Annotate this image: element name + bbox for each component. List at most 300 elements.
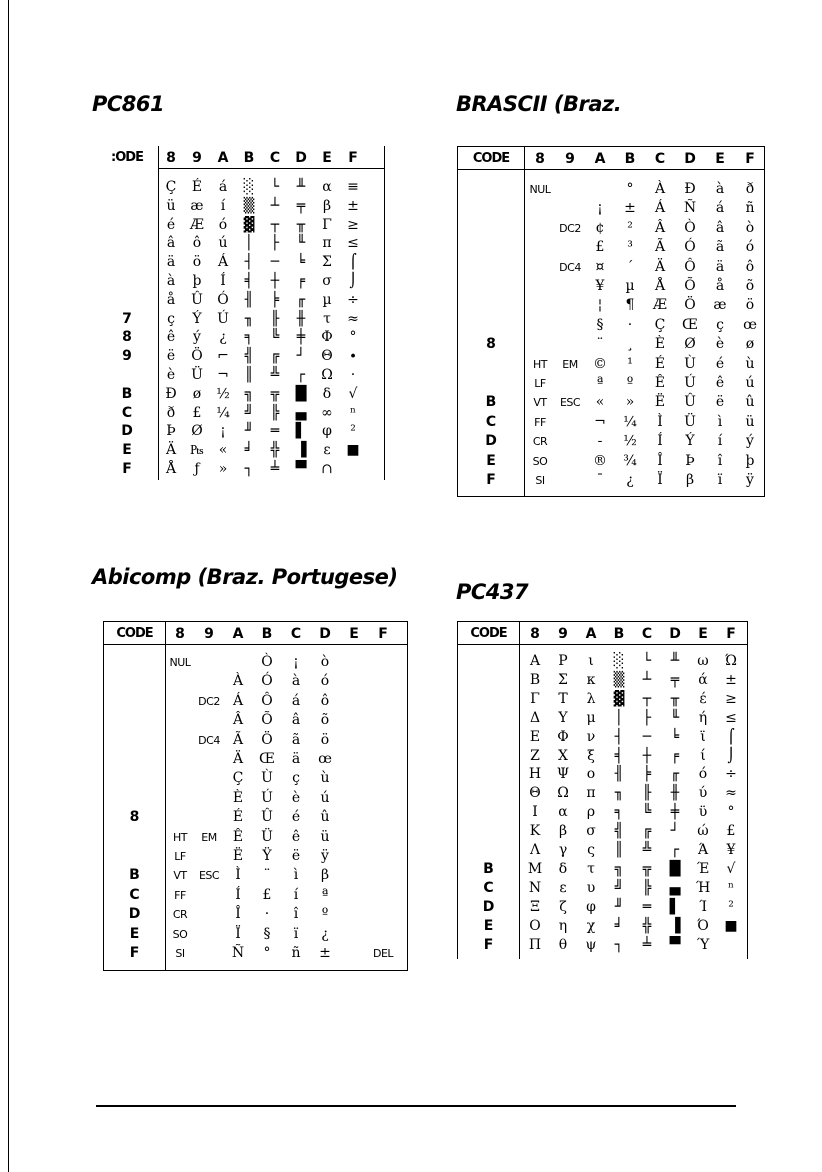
control-code-cell: NUL [169, 656, 191, 669]
code-header: CODE [470, 626, 507, 641]
char-cell: Ε [529, 728, 541, 745]
char-cell: « [595, 394, 605, 411]
char-cell: ë [715, 394, 725, 411]
char-cell: ┴ [642, 671, 652, 688]
char-cell: £ [595, 239, 605, 256]
char-cell: æ [713, 297, 727, 314]
char-cell: Ë [232, 848, 244, 864]
char-cell: ° [263, 945, 271, 961]
char-cell: ü [745, 413, 755, 430]
char-cell: Õ [684, 278, 696, 294]
char-cell: à [715, 181, 725, 197]
column-header: E [715, 151, 725, 167]
char-cell: ² [627, 219, 633, 236]
row-label: D [128, 906, 141, 923]
char-cell: ê [715, 375, 725, 391]
char-cell: Υ [558, 709, 568, 726]
char-cell: ² [350, 423, 356, 440]
char-cell: ô [320, 692, 330, 709]
char-cell: ─ [270, 254, 280, 271]
char-cell: ╠ [642, 879, 652, 896]
char-cell: Ω [557, 785, 569, 802]
char-cell: à [291, 673, 301, 690]
char-cell: ¡ [220, 423, 226, 440]
char-cell: Φ [557, 728, 569, 745]
char-cell: γ [558, 842, 568, 858]
char-cell: ═ [270, 423, 280, 440]
row-label: F [483, 936, 494, 953]
char-cell: £ [726, 823, 736, 840]
char-cell: Ψ [556, 766, 570, 783]
char-cell: φ [322, 423, 332, 440]
char-cell: Ò [261, 654, 273, 670]
char-cell: Ù [684, 355, 696, 372]
char-cell: ╩ [642, 842, 652, 858]
char-cell: Æ [652, 297, 667, 314]
char-cell: é [715, 355, 725, 372]
column-header: 9 [192, 150, 202, 166]
char-cell: ¡ [293, 654, 299, 670]
char-cell: õ [320, 712, 330, 729]
char-cell: ▒ [613, 671, 625, 688]
char-cell: Θ [321, 348, 333, 365]
row-label: F [486, 472, 496, 488]
char-cell: ¢ [595, 219, 605, 236]
char-cell: ╕ [614, 804, 624, 821]
char-cell: ┴ [270, 197, 280, 214]
char-cell: Â [232, 712, 244, 729]
char-cell: ζ [559, 898, 567, 915]
char-cell: ╬ [270, 442, 280, 459]
char-cell: ÷ [347, 291, 359, 308]
row-label: 8 [486, 336, 496, 353]
char-cell: ╡ [614, 747, 624, 764]
char-cell: è [715, 336, 725, 353]
char-cell: √ [348, 385, 358, 402]
char-cell: ╞ [642, 766, 652, 783]
char-cell: Œ [259, 751, 275, 767]
char-cell: ╙ [296, 235, 306, 252]
char-cell: ├ [270, 235, 280, 252]
char-cell: Ñ [683, 200, 697, 217]
char-cell: ▓ [243, 216, 255, 233]
char-cell: ░ [243, 179, 255, 195]
char-cell: β [685, 472, 695, 488]
column-header: C [654, 151, 666, 167]
char-cell: ╫ [670, 785, 680, 802]
char-cell: β [558, 823, 568, 840]
column-header: F [726, 626, 736, 642]
char-cell: Μ [527, 860, 543, 877]
char-cell: η [558, 917, 568, 934]
char-cell: Û [684, 394, 696, 411]
char-cell: Â [654, 219, 666, 236]
char-cell: ã [291, 731, 301, 748]
char-cell: ╛ [614, 917, 624, 934]
char-cell: ä [166, 254, 176, 271]
char-cell: ¿ [626, 472, 634, 488]
char-cell: Τ [558, 690, 568, 707]
char-cell: à [166, 273, 176, 289]
char-cell: φ [586, 898, 596, 915]
char-cell: ƒ [194, 461, 200, 477]
char-cell: ║ [614, 842, 624, 858]
char-cell: ∞ [321, 404, 333, 421]
char-cell: Ó [261, 673, 273, 690]
char-cell: ┘ [670, 823, 680, 840]
char-cell: β [322, 197, 332, 214]
char-cell: ± [319, 945, 331, 961]
char-cell: Θ [529, 785, 541, 802]
row-label: B [483, 860, 494, 877]
char-cell: ± [347, 197, 359, 214]
column-header: 8 [535, 151, 545, 167]
char-cell: ã [715, 239, 725, 256]
char-cell: Ï [235, 925, 241, 942]
char-cell: ¾ [623, 452, 637, 469]
char-cell: ╝ [614, 879, 624, 896]
char-cell: ╚ [270, 329, 280, 346]
char-cell: Ù [261, 770, 273, 787]
char-cell: ϊ [700, 728, 706, 745]
char-cell: Ü [191, 367, 203, 383]
char-cell: Ç [232, 770, 244, 787]
control-code-cell: VT [533, 396, 547, 410]
char-cell: ú [320, 789, 330, 806]
char-cell: ¬ [217, 367, 229, 383]
char-cell: ñ [291, 945, 301, 961]
char-cell: ₧ [190, 442, 204, 459]
column-header: D [684, 151, 696, 167]
row-label: E [483, 917, 494, 934]
char-cell: É [232, 809, 244, 826]
char-cell: ╤ [670, 671, 680, 688]
char-cell: ╥ [296, 216, 306, 233]
char-cell: Ë [654, 394, 666, 411]
control-code-cell: FF [174, 888, 186, 902]
row-label: F [122, 461, 132, 477]
char-cell: å [715, 278, 725, 294]
char-cell: θ [558, 936, 568, 953]
row-label: 9 [122, 348, 132, 365]
table-brascii [457, 146, 765, 497]
char-cell: ═ [642, 898, 652, 915]
footer-rule [96, 1105, 736, 1107]
char-cell: ¨ [263, 867, 271, 884]
char-cell: ï [717, 472, 723, 488]
char-cell: σ [586, 823, 596, 840]
code-header: :ODE [111, 150, 143, 165]
char-cell: └ [270, 179, 280, 195]
char-cell: √ [726, 860, 736, 877]
char-cell: ▐ [669, 917, 681, 934]
char-cell: Á [654, 200, 666, 217]
char-cell: ≥ [725, 690, 737, 707]
char-cell: ╜ [244, 423, 254, 440]
control-code-cell: HT [173, 830, 187, 844]
char-cell: ø [745, 336, 755, 353]
char-cell: Ã [654, 239, 666, 256]
char-cell: │ [244, 235, 254, 252]
char-cell: » [625, 394, 635, 411]
char-cell: █ [669, 860, 681, 877]
column-header: A [232, 626, 244, 642]
char-cell: Ô [684, 258, 696, 275]
char-cell: ç [292, 770, 300, 787]
control-code-cell: SI [175, 947, 185, 960]
char-cell: æ [190, 197, 204, 214]
char-cell: δ [322, 385, 332, 402]
char-cell: μ [586, 709, 596, 726]
char-cell: Ö [684, 297, 696, 314]
control-code-cell: DC4 [559, 260, 581, 274]
char-cell: ¼ [216, 404, 230, 421]
char-cell: ί [700, 747, 706, 764]
char-cell: - [597, 433, 603, 450]
char-cell: Ή [695, 879, 711, 896]
char-cell: ▄ [295, 404, 307, 421]
char-cell: ς [587, 842, 595, 858]
char-cell: Χ [558, 747, 568, 764]
table-abicomp [103, 621, 408, 971]
char-cell: ≤ [347, 235, 359, 252]
code-header: CODE [472, 151, 510, 166]
control-code-cell: CR [172, 908, 188, 922]
control-code-cell: SI [535, 474, 545, 487]
char-cell: Σ [322, 254, 332, 271]
char-cell: Æ [189, 216, 204, 233]
char-cell: ╒ [670, 747, 680, 764]
column-header: F [348, 150, 358, 166]
char-cell: ╖ [614, 785, 624, 802]
char-cell: λ [586, 690, 596, 707]
char-cell: Ì [235, 867, 241, 884]
char-cell: Á [217, 254, 229, 271]
char-cell: ╡ [244, 273, 254, 289]
char-cell: œ [318, 751, 332, 767]
char-cell: ¥ [726, 842, 736, 858]
char-cell: ª [596, 375, 604, 391]
char-cell: ú [218, 235, 228, 252]
char-cell: è [291, 789, 301, 806]
column-header: 9 [204, 626, 214, 642]
column-header: A [594, 151, 606, 167]
char-cell: ½ [623, 433, 637, 450]
char-cell: ñ [745, 200, 755, 217]
char-cell: Ï [657, 472, 663, 488]
char-cell: £ [192, 404, 202, 421]
control-code-cell: ESC [198, 869, 220, 883]
column-header: 8 [530, 626, 540, 642]
char-cell: · [350, 367, 356, 383]
column-header: 9 [558, 626, 568, 642]
char-cell: Å [165, 461, 177, 477]
char-cell: ⌡ [349, 273, 357, 289]
control-code-cell: FF [534, 415, 546, 429]
char-cell: ä [291, 751, 301, 767]
char-cell: ╦ [270, 385, 280, 402]
char-cell: Ζ [530, 747, 540, 764]
char-cell: Ó [217, 291, 229, 308]
char-cell: ì [717, 413, 723, 430]
char-cell: ¯ [596, 472, 604, 488]
char-cell: α [322, 179, 332, 195]
char-cell: Κ [529, 823, 541, 840]
code-header: CODE [116, 626, 153, 641]
char-cell: ö [192, 254, 202, 271]
control-code-cell: LF [174, 850, 186, 863]
char-cell: ¸ [626, 336, 634, 353]
char-cell: ┤ [244, 254, 254, 271]
char-cell: ∙ [349, 348, 357, 365]
code-column-divider [519, 622, 520, 959]
char-cell: ï [293, 925, 299, 942]
char-cell: Σ [558, 671, 568, 688]
row-label: D [482, 898, 495, 915]
char-cell: ▓ [613, 690, 625, 707]
char-cell: Ñ [231, 945, 245, 961]
char-cell: ╟ [270, 310, 280, 327]
char-cell: ώ [697, 823, 709, 840]
char-cell: ç [716, 316, 724, 333]
char-cell: ü [320, 828, 330, 845]
char-cell: è [166, 367, 176, 383]
char-cell: ½ [216, 385, 230, 402]
char-cell: τ [587, 860, 595, 877]
char-cell: Å [654, 278, 666, 294]
column-header: F [745, 151, 755, 167]
char-cell: º [321, 906, 329, 923]
char-cell: υ [586, 879, 596, 896]
char-cell: Ô [261, 692, 273, 709]
char-cell: Ó [684, 239, 696, 256]
char-cell: σ [322, 273, 332, 289]
char-cell: å [166, 291, 176, 308]
char-cell: Þ [166, 423, 176, 440]
char-cell: ▌ [295, 423, 307, 440]
control-code-cell: CR [532, 435, 548, 449]
char-cell: ¹ [627, 355, 633, 372]
char-cell: ┬ [642, 690, 652, 707]
column-header: 8 [166, 150, 176, 166]
char-cell: ╪ [670, 804, 680, 821]
char-cell: β [320, 867, 330, 884]
char-cell: ô [745, 258, 755, 275]
char-cell: ╙ [670, 709, 680, 726]
char-cell: ° [727, 804, 735, 821]
char-cell: ý [746, 433, 754, 450]
char-cell: Ν [528, 879, 542, 896]
char-cell: ê [166, 329, 176, 346]
char-cell: Ä [232, 751, 244, 767]
char-cell: ® [593, 452, 607, 469]
char-cell: Ç [165, 179, 177, 195]
char-cell: ¿ [321, 925, 329, 942]
char-cell: ┌ [670, 842, 680, 858]
char-cell: ÿ [746, 472, 754, 488]
char-cell: Έ [696, 860, 710, 877]
char-cell: Ø [684, 336, 696, 353]
char-cell: α [558, 804, 568, 821]
char-cell: õ [745, 278, 755, 294]
row-label: 7 [122, 310, 132, 327]
char-cell: ÿ [321, 848, 329, 864]
control-code-cell: SO [532, 454, 548, 468]
char-cell: û [320, 809, 330, 826]
table-pc437 [457, 621, 748, 959]
table-pc861 [96, 146, 385, 480]
char-cell: ▄ [669, 879, 681, 896]
char-cell: â [291, 712, 301, 729]
char-cell: Α [529, 653, 541, 669]
char-cell: ¿ [219, 329, 227, 346]
char-cell: Ê [654, 375, 666, 391]
char-cell: ê [291, 828, 301, 845]
char-cell: τ [323, 310, 331, 327]
char-cell: ≡ [347, 179, 359, 195]
char-cell: ╖ [244, 310, 254, 327]
char-cell: ù [320, 770, 330, 787]
char-cell: ² [728, 898, 734, 915]
char-cell: Í [235, 886, 241, 903]
char-cell: Ð [165, 385, 177, 402]
char-cell: █ [295, 385, 307, 402]
char-cell: · [264, 906, 270, 923]
char-cell: Ξ [530, 898, 540, 915]
char-cell: ╢ [244, 291, 254, 308]
char-cell: í [220, 197, 226, 214]
char-cell: ╧ [642, 936, 652, 953]
char-cell: Á [232, 692, 244, 709]
row-label: C [129, 886, 140, 903]
column-header: B [261, 626, 273, 642]
char-cell: ≤ [725, 709, 737, 726]
char-cell: É [654, 355, 666, 372]
char-cell: ├ [642, 709, 652, 726]
char-cell: ╒ [296, 273, 306, 289]
column-header: E [349, 626, 359, 642]
char-cell: é [291, 809, 301, 826]
char-cell: ü [166, 197, 176, 214]
char-cell: Ú [684, 375, 696, 391]
column-header: F [378, 626, 388, 642]
char-cell: © [593, 355, 607, 372]
char-cell: ╫ [296, 310, 306, 327]
char-cell: π [322, 235, 332, 252]
control-code-cell: EM [201, 830, 217, 844]
char-cell: ¬ [594, 413, 606, 430]
char-cell: ω [697, 653, 709, 669]
char-cell: ▀ [669, 936, 681, 953]
char-cell: ± [725, 671, 737, 688]
char-cell: ╦ [642, 860, 652, 877]
char-cell: ─ [642, 728, 652, 745]
char-cell: ë [166, 348, 176, 365]
char-cell: └ [642, 653, 652, 669]
control-code-cell: SO [172, 927, 188, 941]
char-cell: ¤ [595, 258, 605, 275]
char-cell: Ο [529, 917, 541, 934]
char-cell: ή [698, 709, 708, 726]
char-cell: ╠ [270, 404, 280, 421]
char-cell: Ό [697, 917, 709, 934]
char-cell: ´ [626, 258, 634, 275]
char-cell: ι [588, 653, 594, 669]
char-cell: í [293, 886, 299, 903]
char-cell: Π [528, 936, 542, 953]
char-cell: Û [191, 291, 203, 308]
char-cell: ╜ [614, 898, 624, 915]
